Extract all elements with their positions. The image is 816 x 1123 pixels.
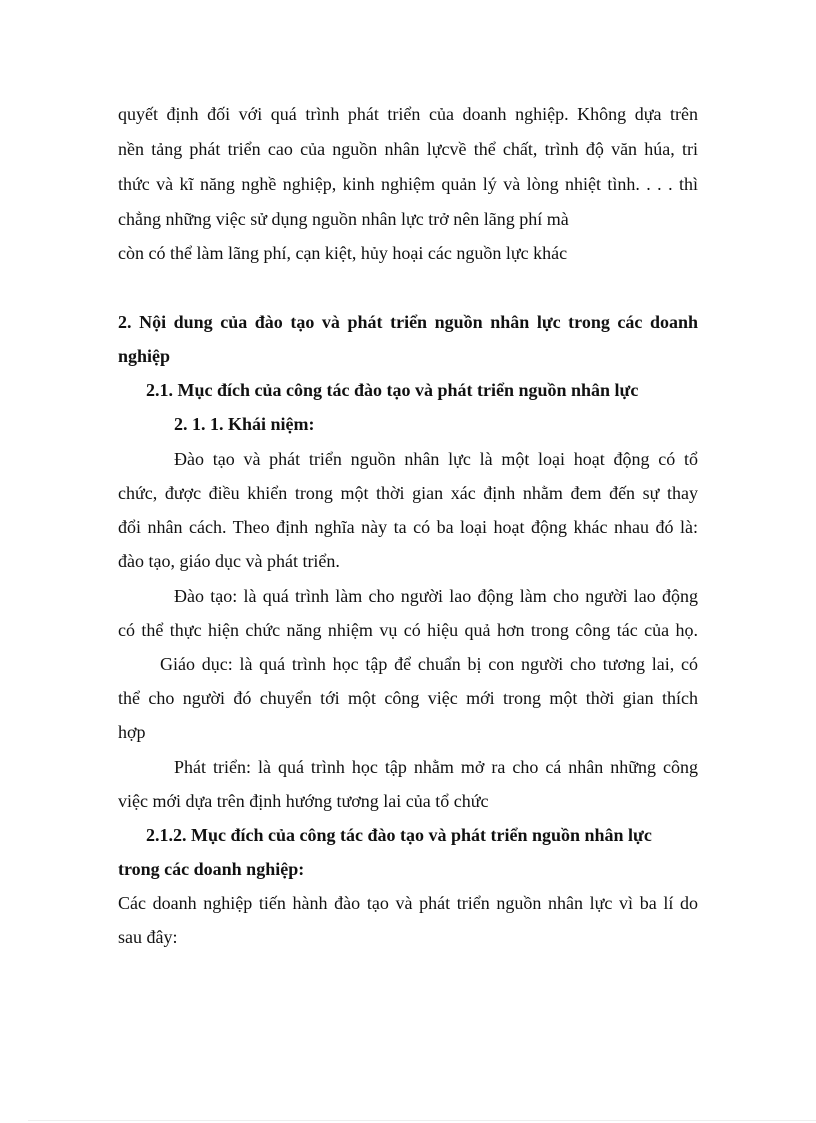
page-bottom-edge [28,1120,816,1121]
subsection-heading: 2.1. Mục đích của công tác đào tạo và phát triển nguồn nhân lực [146,380,639,400]
paragraph-line: sau đây: [118,927,178,947]
paragraph-line: Đào tạo: là quá trình làm cho người lao động làm cho người lao động [174,586,698,606]
paragraph-line: chức, được điều khiển trong một thời gian xác định nhằm đem đến sự thay [118,483,698,503]
subsubsection-heading: 2. 1. 1. Khái niệm: [174,414,315,434]
section-heading-continued: nghiệp [118,346,171,366]
paragraph-line: thể cho người đó chuyển tới một công việc mới trong một thời gian thích [118,688,698,708]
paragraph-line: Đào tạo và phát triển nguồn nhân lực là một loại hoạt động có tổ [174,449,698,469]
text-line: chẳng những việc sử dụng nguồn nhân lực trở nên lãng phí mà [118,209,569,229]
paragraph-line: Giáo dục: là quá trình học tập để chuẩn bị con người cho tương lai, có [160,654,698,674]
section-heading: 2. Nội dung của đào tạo và phát triển nguồn nhân lực trong các doanh [118,312,698,332]
paragraph-line: Phát triển: là quá trình học tập nhằm mở ra cho cá nhân những công [174,757,698,777]
subsection-heading: 2.1.2. Mục đích của công tác đào tạo và phát triển nguồn nhân lực [146,825,652,845]
paragraph-line: đổi nhân cách. Theo định nghĩa này ta có ba loại hoạt động khác nhau đó là: [118,517,698,537]
subsection-heading-continued: trong các doanh nghiệp: [118,859,305,879]
paragraph-line: việc mới dựa trên định hướng tương lai của tổ chức [118,791,489,811]
text-line: thức và kĩ năng nghề nghiệp, kinh nghiệm quản lý và lòng nhiệt tình. . . . thì [118,174,698,194]
paragraph-line: Các doanh nghiệp tiến hành đào tạo và phát triển nguồn nhân lực vì ba lí do [118,893,698,913]
paragraph-line: hợp [118,722,146,742]
text-line: còn có thể làm lãng phí, cạn kiệt, hủy hoại các nguồn lực khác [118,243,568,263]
paragraph-line: đào tạo, giáo dục và phát triển. [118,551,340,571]
paragraph-line: có thể thực hiện chức năng nhiệm vụ có hiệu quả hơn trong công tác của họ. [118,620,698,640]
text-line: nền tảng phát triển cao của nguồn nhân lựcvề thể chất, trình độ văn húa, tri [118,139,698,159]
text-line: quyết định đối với quá trình phát triển của doanh nghiệp. Không dựa trên [118,104,698,124]
